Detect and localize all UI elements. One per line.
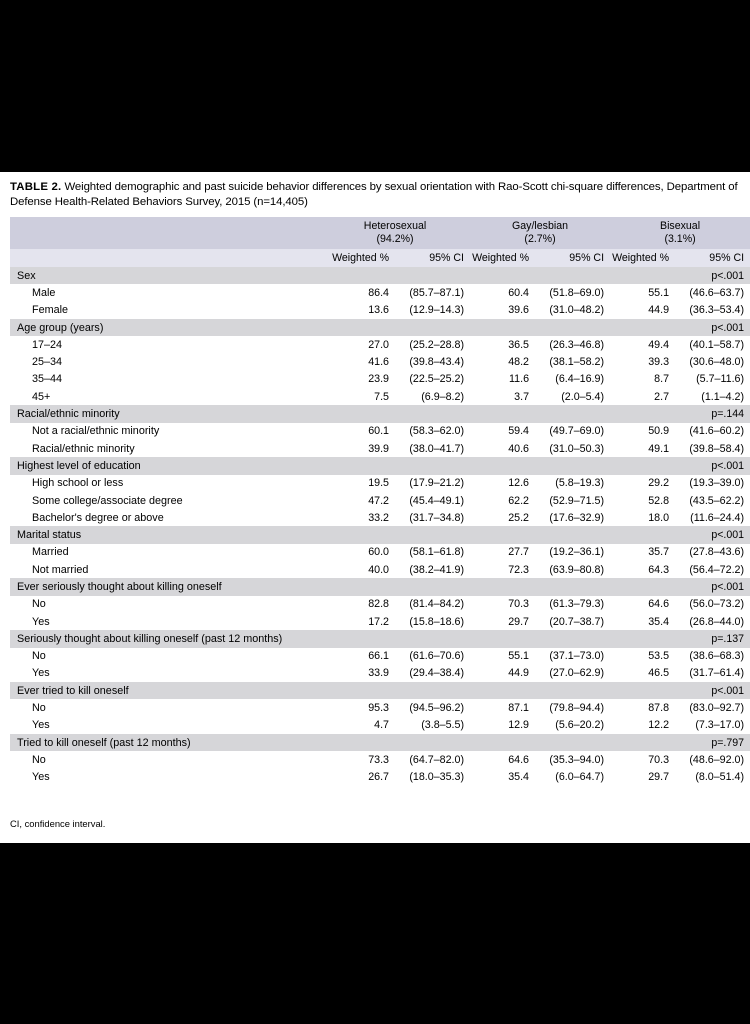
row-label: Not a racial/ethnic minority [32, 425, 160, 438]
row-label: Yes [32, 719, 50, 732]
section-spacer-cell [610, 630, 675, 647]
cell-value-4: (6.0–64.7) [555, 771, 605, 784]
section-row [10, 630, 750, 647]
row-label: Bachelor's degree or above [32, 511, 164, 524]
table-body [10, 267, 750, 786]
table-row [10, 648, 750, 665]
row-label: Some college/associate degree [32, 494, 183, 507]
group-name-heterosexual: Heterosexual [363, 219, 427, 232]
table-row [10, 717, 750, 734]
cell-value-5: 29.2 [648, 477, 670, 490]
cell-value-2: (17.9–21.2) [409, 477, 465, 490]
section-label: Marital status [17, 529, 82, 542]
cell-value-2: (3.8–5.5) [421, 719, 465, 732]
cell-value-6: (8.0–51.4) [695, 771, 745, 784]
table-row [10, 561, 750, 578]
cell-value-1: 4.7 [374, 719, 389, 732]
section-p-value: p<.001 [711, 269, 745, 282]
demographics-table [10, 217, 750, 786]
cell-value-6: (11.6–24.4) [690, 511, 745, 524]
row-label: Male [32, 286, 56, 299]
cell-value-3: 27.7 [508, 546, 530, 559]
cell-value-6: (30.6–48.0) [689, 356, 745, 369]
cell-value-6: (27.8–43.6) [689, 546, 745, 559]
row-label: Not married [32, 563, 89, 576]
cell-value-2: (31.7–34.8) [409, 511, 465, 524]
document-page [0, 172, 750, 843]
section-label: Sex [17, 269, 36, 282]
table-row [10, 492, 750, 509]
section-spacer-cell [610, 734, 675, 751]
cell-value-2: (6.9–8.2) [421, 390, 465, 403]
group-pct-gay-lesbian: (2.7%) [524, 232, 556, 245]
cell-value-3: 12.6 [508, 477, 530, 490]
section-row [10, 457, 750, 474]
cell-value-5: 50.9 [648, 425, 670, 438]
cell-value-2: (38.0–41.7) [409, 442, 465, 455]
section-label: Tried to kill oneself (past 12 months) [17, 736, 191, 749]
cell-value-4: (35.3–94.0) [549, 753, 605, 766]
cell-value-5: 44.9 [648, 304, 670, 317]
cell-value-1: 47.2 [368, 494, 389, 507]
table-head [10, 217, 750, 267]
row-label: High school or less [32, 477, 124, 490]
cell-value-6: (41.6–60.2) [689, 425, 745, 438]
cell-value-2: (38.2–41.9) [409, 563, 465, 576]
table-row [10, 509, 750, 526]
section-label: Age group (years) [17, 321, 104, 334]
table-row [10, 751, 750, 768]
cell-value-1: 23.9 [368, 373, 389, 386]
cell-value-6: (1.1–4.2) [701, 390, 745, 403]
table-footnote: CI, confidence interval. [10, 818, 106, 829]
cell-value-3: 72.3 [508, 563, 530, 576]
cell-value-4: (63.9–80.8) [549, 563, 605, 576]
section-spacer-cell [610, 578, 675, 595]
cell-value-5: 70.3 [648, 753, 670, 766]
col-header-ci-1: 95% CI [429, 252, 465, 264]
cell-value-5: 64.6 [648, 598, 670, 611]
cell-value-1: 60.1 [368, 425, 389, 438]
cell-value-4: (31.0–50.3) [549, 442, 605, 455]
section-label: Racial/ethnic minority [17, 408, 120, 421]
cell-value-1: 19.5 [368, 477, 389, 490]
section-label: Highest level of education [17, 459, 141, 472]
cell-value-1: 95.3 [368, 702, 389, 715]
group-header-gay-lesbian [470, 217, 610, 249]
cell-value-6: (56.0–73.2) [689, 598, 745, 611]
cell-value-1: 82.8 [368, 598, 389, 611]
cell-value-6: (38.6–68.3) [689, 650, 745, 663]
table-row [10, 769, 750, 786]
cell-value-3: 11.6 [509, 373, 530, 386]
section-spacer-cell [610, 267, 675, 284]
row-label: No [32, 598, 46, 611]
row-label: Female [32, 304, 69, 317]
section-label: Ever seriously thought about killing oneself [17, 580, 222, 593]
section-label: Seriously thought about killing oneself (past 12 months) [17, 632, 283, 645]
cell-value-5: 55.1 [648, 286, 670, 299]
cell-value-1: 60.0 [368, 546, 389, 559]
cell-value-1: 7.5 [374, 390, 389, 403]
cell-value-1: 27.0 [368, 338, 389, 351]
cell-value-2: (25.2–28.8) [409, 338, 465, 351]
cell-value-3: 39.6 [508, 304, 530, 317]
section-row [10, 319, 750, 336]
row-label: Racial/ethnic minority [32, 442, 135, 455]
cell-value-3: 87.1 [508, 702, 530, 715]
cell-value-3: 48.2 [508, 356, 530, 369]
cell-value-4: (37.1–73.0) [549, 650, 605, 663]
section-row [10, 734, 750, 751]
row-label: Yes [32, 667, 50, 680]
cell-value-5: 35.4 [648, 615, 670, 628]
col-header-ci-2: 95% CI [569, 252, 605, 264]
section-p-value: p=.144 [711, 408, 745, 421]
cell-value-5: 29.7 [648, 771, 670, 784]
cell-value-5: 64.3 [648, 563, 670, 576]
table-row [10, 336, 750, 353]
col-header-weighted-pct-3: Weighted % [612, 252, 670, 264]
cell-value-5: 8.7 [654, 373, 670, 386]
section-spacer-cell [610, 526, 675, 543]
cell-value-3: 29.7 [508, 615, 530, 628]
cell-value-3: 59.4 [508, 425, 530, 438]
section-row [10, 526, 750, 543]
section-p-value: p<.001 [711, 321, 745, 334]
cell-value-4: (27.0–62.9) [549, 667, 605, 680]
group-pct-heterosexual: (94.2%) [376, 232, 414, 245]
cell-value-2: (85.7–87.1) [409, 286, 465, 299]
group-header-bisexual [610, 217, 750, 249]
cell-value-5: 53.5 [648, 650, 670, 663]
row-label: 25–34 [32, 356, 63, 369]
cell-value-3: 25.2 [508, 511, 530, 524]
cell-value-3: 70.3 [508, 598, 530, 611]
cell-value-3: 55.1 [508, 650, 530, 663]
cell-value-6: (39.8–58.4) [689, 442, 745, 455]
cell-value-3: 36.5 [508, 338, 530, 351]
table-number-label: TABLE 2. [10, 181, 62, 193]
section-row [10, 682, 750, 699]
cell-value-4: (17.6–32.9) [549, 511, 605, 524]
cell-value-5: 12.2 [648, 719, 670, 732]
cell-value-4: (6.4–16.9) [555, 373, 605, 386]
section-row [10, 267, 750, 284]
section-spacer-cell [610, 319, 675, 336]
section-label: Ever tried to kill oneself [17, 684, 129, 697]
cell-value-3: 64.6 [508, 753, 530, 766]
cell-value-2: (61.6–70.6) [409, 650, 465, 663]
group-header-heterosexual [320, 217, 470, 249]
col-header-weighted-pct-2: Weighted % [472, 252, 530, 264]
group-header-row [10, 217, 750, 249]
section-p-value: p<.001 [711, 684, 745, 697]
cell-value-6: (46.6–63.7) [689, 286, 745, 299]
row-label: No [32, 650, 46, 663]
cell-value-5: 18.0 [648, 511, 670, 524]
table-row [10, 353, 750, 370]
cell-value-1: 33.9 [368, 667, 389, 680]
sub-header-row [10, 249, 750, 267]
cell-value-2: (39.8–43.4) [409, 356, 465, 369]
cell-value-6: (26.8–44.0) [689, 615, 745, 628]
cell-value-4: (2.0–5.4) [561, 390, 605, 403]
cell-value-2: (22.5–25.2) [409, 373, 465, 386]
cell-value-1: 39.9 [368, 442, 389, 455]
group-name-gay-lesbian: Gay/lesbian [512, 219, 568, 232]
cell-value-2: (94.5–96.2) [409, 702, 465, 715]
cell-value-2: (45.4–49.1) [409, 494, 465, 507]
cell-value-2: (29.4–38.4) [409, 667, 465, 680]
section-p-value: p<.001 [711, 580, 745, 593]
cell-value-1: 66.1 [368, 650, 389, 663]
cell-value-3: 60.4 [508, 286, 530, 299]
sub-header-corner-cell [10, 249, 320, 267]
cell-value-2: (12.9–14.3) [409, 304, 465, 317]
table-row [10, 699, 750, 716]
table-row [10, 302, 750, 319]
row-label: Yes [32, 771, 50, 784]
col-header-weighted-pct-1: Weighted % [332, 252, 389, 264]
cell-value-5: 46.5 [648, 667, 670, 680]
cell-value-1: 86.4 [368, 286, 389, 299]
cell-value-4: (38.1–58.2) [549, 356, 605, 369]
cell-value-6: (48.6–92.0) [689, 753, 745, 766]
cell-value-1: 33.2 [368, 511, 389, 524]
row-label: 17–24 [32, 338, 63, 351]
cell-value-2: (15.8–18.6) [409, 615, 465, 628]
cell-value-4: (61.3–79.3) [549, 598, 605, 611]
section-p-value: p<.001 [711, 529, 745, 542]
row-label: No [32, 753, 46, 766]
col-header-ci-3: 95% CI [709, 252, 745, 264]
header-corner-cell [10, 217, 320, 249]
cell-value-2: (64.7–82.0) [409, 753, 465, 766]
cell-value-6: (36.3–53.4) [689, 304, 745, 317]
group-name-bisexual: Bisexual [660, 219, 701, 232]
cell-value-6: (19.3–39.0) [689, 477, 745, 490]
table-row [10, 284, 750, 301]
cell-value-3: 44.9 [508, 667, 530, 680]
cell-value-4: (5.6–20.2) [555, 719, 605, 732]
row-label: 45+ [32, 390, 51, 403]
cell-value-3: 35.4 [508, 771, 530, 784]
cell-value-4: (49.7–69.0) [549, 425, 605, 438]
cell-value-5: 39.3 [648, 356, 670, 369]
table-row [10, 596, 750, 613]
section-row [10, 405, 750, 422]
cell-value-5: 87.8 [648, 702, 670, 715]
cell-value-4: (31.0–48.2) [549, 304, 605, 317]
section-p-value: p<.001 [711, 459, 745, 472]
cell-value-5: 49.1 [648, 442, 670, 455]
table-row [10, 665, 750, 682]
cell-value-6: (7.3–17.0) [695, 719, 745, 732]
cell-value-2: (81.4–84.2) [409, 598, 465, 611]
section-p-value: p=.797 [711, 736, 745, 749]
cell-value-3: 3.7 [514, 390, 530, 403]
table-row [10, 475, 750, 492]
cell-value-3: 12.9 [508, 719, 530, 732]
cell-value-4: (26.3–46.8) [549, 338, 605, 351]
row-label: Yes [32, 615, 50, 628]
table-title [10, 180, 740, 209]
cell-value-3: 62.2 [508, 494, 530, 507]
row-label: No [32, 702, 46, 715]
table-row [10, 544, 750, 561]
cell-value-5: 52.8 [648, 494, 670, 507]
cell-value-1: 73.3 [368, 753, 389, 766]
cell-value-4: (20.7–38.7) [549, 615, 605, 628]
cell-value-4: (19.2–36.1) [549, 546, 605, 559]
cell-value-1: 40.0 [368, 563, 389, 576]
cell-value-3: 40.6 [508, 442, 530, 455]
cell-value-1: 26.7 [368, 771, 389, 784]
cell-value-1: 17.2 [368, 615, 389, 628]
table-row [10, 613, 750, 630]
table-row [10, 371, 750, 388]
cell-value-6: (56.4–72.2) [689, 563, 745, 576]
section-row [10, 578, 750, 595]
cell-value-6: (83.0–92.7) [689, 702, 745, 715]
cell-value-5: 2.7 [654, 390, 670, 403]
table-row [10, 423, 750, 440]
row-label: Married [32, 546, 69, 559]
section-p-value: p=.137 [711, 632, 745, 645]
section-spacer-cell [610, 405, 675, 422]
cell-value-1: 41.6 [368, 356, 389, 369]
cell-value-4: (51.8–69.0) [549, 286, 605, 299]
cell-value-6: (40.1–58.7) [689, 338, 745, 351]
section-spacer-cell [610, 457, 675, 474]
cell-value-1: 13.6 [368, 304, 389, 317]
cell-value-4: (52.9–71.5) [549, 494, 605, 507]
cell-value-6: (43.5–62.2) [689, 494, 745, 507]
cell-value-2: (58.3–62.0) [409, 425, 465, 438]
cell-value-6: (5.7–11.6) [696, 373, 745, 386]
section-spacer-cell [610, 682, 675, 699]
table-title-text: Weighted demographic and past suicide behavior differences by sexual orientation with Rao-Scott chi-square differences, Department of Defense Health-Related Behaviors Survey, 2015 (n=14,405) [10, 181, 738, 208]
group-pct-bisexual: (3.1%) [664, 232, 696, 245]
cell-value-4: (79.8–94.4) [549, 702, 605, 715]
cell-value-5: 35.7 [648, 546, 670, 559]
cell-value-2: (18.0–35.3) [409, 771, 465, 784]
cell-value-5: 49.4 [648, 338, 670, 351]
cell-value-2: (58.1–61.8) [409, 546, 465, 559]
cell-value-4: (5.8–19.3) [555, 477, 605, 490]
table-row [10, 388, 750, 405]
cell-value-6: (31.7–61.4) [689, 667, 745, 680]
table-row [10, 440, 750, 457]
row-label: 35–44 [32, 373, 63, 386]
